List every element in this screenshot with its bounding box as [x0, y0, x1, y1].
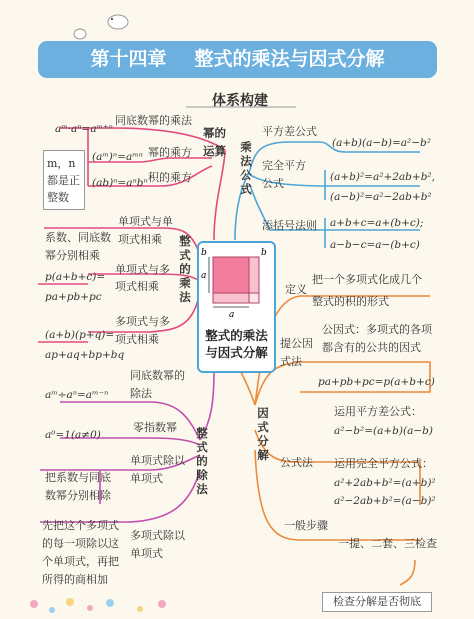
mono-poly-label-1: 单项式与多	[115, 263, 170, 276]
poly-div-desc-3: 个单项式，再把	[42, 555, 119, 568]
same-base-div-label-1: 同底数幂的	[130, 369, 185, 382]
chapter-number: 第十四章	[90, 48, 167, 70]
power-of-product-formula: (ab)ⁿ=aⁿbⁿ	[92, 177, 148, 189]
brackets-formula-1: a+b+c=a+(b+c);	[330, 217, 424, 229]
mono-div-desc-2: 数幂分别相除	[45, 489, 111, 502]
section-subtitle: 体系构建	[212, 93, 268, 109]
mono-mono-desc-2: 幂分别相乘	[45, 249, 100, 262]
perfect-square-formula-1: (a+b)²=a²+2ab+b²,	[330, 171, 435, 183]
mono-div-desc-1: 把系数与同底	[45, 471, 111, 484]
zero-exp-formula: a⁰=1(a≠0)	[45, 429, 101, 441]
label-a2: a	[229, 310, 235, 320]
label-a: a	[201, 271, 207, 281]
label-b2: b	[261, 248, 267, 258]
poly-div-label-2: 单项式	[130, 547, 163, 560]
same-base-div-label-2: 除法	[130, 387, 152, 400]
definition-label: 定义	[285, 283, 307, 296]
perfect-square-label-1: 完全平方	[262, 159, 306, 172]
mono-poly-formula-1: p(a+b+c)=	[45, 271, 106, 283]
center-title-line1: 整式的乘法	[205, 328, 268, 343]
power-of-power-label: 幂的乘方	[148, 146, 192, 159]
center-topic-card	[197, 241, 276, 373]
brackets-formula-2: a−b−c=a−(b+c)	[330, 239, 420, 251]
area-diagram	[199, 245, 274, 325]
definition-desc-1: 把一个多项式化成几个	[312, 273, 422, 286]
perfect-square-label-2: 公式	[262, 177, 284, 190]
formula-method-desc-2: 运用完全平方公式：	[334, 457, 433, 470]
check-thoroughness-box: 检查分解是否彻底	[322, 592, 432, 612]
mono-div-label-1: 单项式除以	[130, 454, 185, 467]
branch-formulas: 乘法公式	[240, 140, 252, 196]
formula-method-desc-1: 运用平方差公式：	[334, 405, 422, 418]
formula-method-formula-3: a²−2ab+b²=(a−b)²	[334, 495, 436, 507]
mono-poly-formula-2: pa+pb+pc	[45, 291, 102, 303]
common-factor-label-1: 提公因	[280, 337, 313, 350]
mono-mono-label-1: 单项式与单	[118, 215, 173, 228]
definition-desc-2: 整式的积的形式	[312, 295, 389, 308]
exponent-note-box	[43, 150, 85, 210]
poly-poly-formula-2: ap+aq+bp+bq	[45, 349, 125, 361]
poly-div-desc-1: 先把这个多项式	[42, 519, 119, 532]
common-factor-formula: pa+pb+pc=p(a+b+c)	[318, 376, 435, 388]
mono-mono-label-2: 项式相乘	[118, 233, 162, 246]
same-base-mult-formula: aᵐ·aⁿ=aᵐ⁺ⁿ	[55, 123, 113, 135]
same-base-div-formula: aᵐ÷aⁿ=aᵐ⁻ⁿ	[45, 389, 109, 401]
power-ops-category: 幂的运算	[203, 126, 226, 158]
common-factor-label-2: 式法	[280, 355, 302, 368]
branch-division: 整式的除法	[196, 426, 208, 496]
poly-div-desc-2: 的每一项除以这	[42, 537, 119, 550]
center-title	[199, 327, 274, 361]
brackets-label: 添括号法则	[262, 219, 317, 232]
common-factor-desc-2: 都含有的公共的因式	[322, 341, 421, 354]
steps-label: 一般步骤	[284, 519, 328, 532]
center-title-line2: 与因式分解	[205, 345, 268, 360]
poly-div-desc-4: 所得的商相加	[42, 573, 108, 586]
common-factor-desc-1: 公因式：多项式的各项	[322, 323, 432, 336]
label-b: b	[201, 248, 207, 258]
exponent-note: m，n都是正整数	[47, 157, 80, 204]
formula-method-label: 公式法	[280, 456, 313, 469]
branch-multiplication: 整式的乘法	[179, 234, 191, 304]
diff-squares-label: 平方差公式	[262, 125, 317, 138]
diff-squares-formula: (a+b)(a−b)=a²−b²	[332, 137, 431, 149]
perfect-square-formula-2: (a−b)²=a²−2ab+b²	[330, 191, 432, 203]
mono-div-label-2: 单项式	[130, 472, 163, 485]
branch-factorization: 因式分解	[257, 406, 269, 462]
mono-poly-label-2: 项式相乘	[115, 280, 159, 293]
power-of-power-formula: (aᵐ)ⁿ=aᵐⁿ	[92, 151, 143, 163]
power-of-product-label: 积的乘方	[148, 171, 192, 184]
poly-poly-label-2: 项式相乘	[115, 333, 159, 346]
poly-poly-formula-1: (a+b)(p+q)=	[45, 329, 115, 341]
poly-div-label-1: 多项式除以	[130, 529, 185, 542]
steps-desc: 一提、二套、三检查	[338, 537, 437, 550]
same-base-mult-label: 同底数幂的乘法	[115, 114, 192, 127]
mono-mono-desc-1: 系数、同底数	[45, 231, 111, 244]
formula-method-formula-1: a²−b²=(a+b)(a−b)	[334, 425, 433, 437]
zero-exp-label: 零指数幂	[133, 421, 177, 434]
chapter-title: 整式的乘法与因式分解	[194, 48, 385, 70]
poly-poly-label-1: 多项式与多	[115, 315, 170, 328]
formula-method-formula-2: a²+2ab+b²=(a+b)²	[334, 477, 436, 489]
